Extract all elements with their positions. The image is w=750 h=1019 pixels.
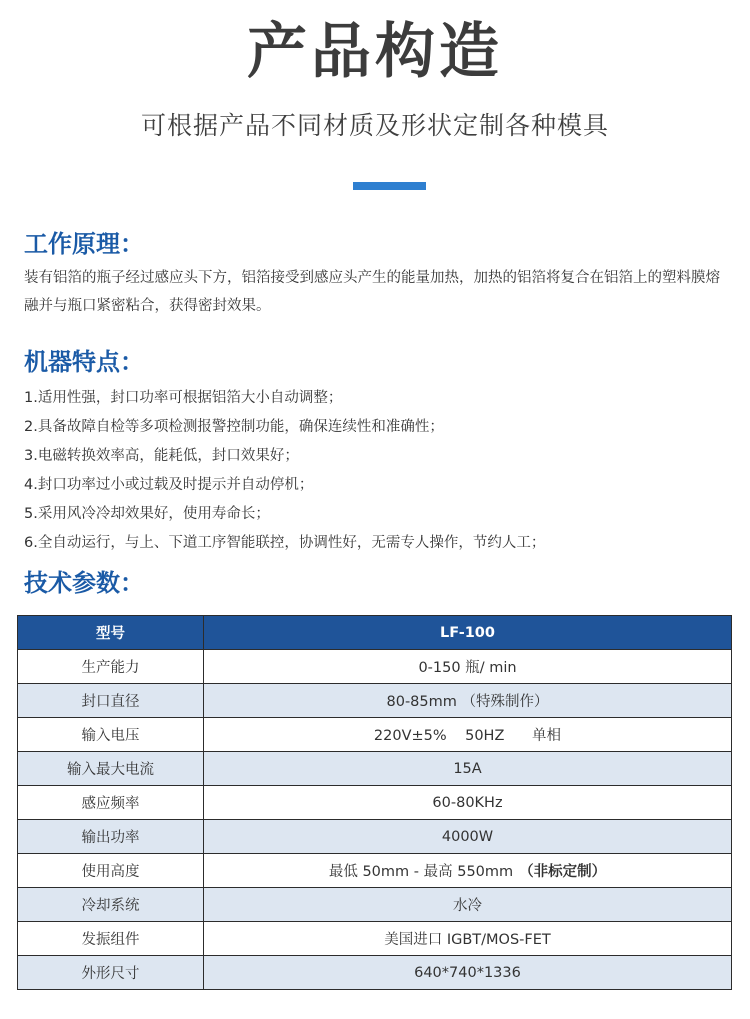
feature-list [24, 384, 734, 558]
spec-value: 15A [204, 752, 732, 786]
table-row [18, 684, 732, 718]
table-row [18, 752, 732, 786]
feature-item: 6.全自动运行，与上、下道工序智能联控，协调性好，无需专人操作，节约人工； [24, 535, 546, 551]
table-row [18, 786, 732, 820]
page-subtitle: 可根据产品不同材质及形状定制各种模具 [140, 111, 609, 140]
spec-value: 640*740*1336 [204, 956, 732, 990]
feature-item: 5.采用风冷冷却效果好，使用寿命长； [24, 506, 270, 522]
spec-value: 220V±5% 50HZ 单相 [204, 718, 732, 752]
feature-item: 3.电磁转换效率高，能耗低，封口效果好； [24, 448, 299, 464]
title-accent-bar [353, 182, 426, 190]
table-row [18, 820, 732, 854]
spec-value-note: （非标定制） [519, 864, 607, 880]
column-header-model-value: LF-100 [204, 616, 732, 650]
spec-value: 最低 50mm - 最高 550mm [328, 864, 514, 880]
specs-heading: 技术参数： [24, 569, 144, 597]
spec-value: 0-150 瓶/ min [204, 650, 732, 684]
spec-label: 发振组件 [18, 922, 204, 956]
feature-item: 2.具备故障自检等多项检测报警控制功能，确保连续性和准确性； [24, 419, 444, 435]
spec-value: 水冷 [204, 888, 732, 922]
table-row [18, 956, 732, 990]
spec-value: 4000W [204, 820, 732, 854]
principle-heading: 工作原理： [24, 230, 144, 258]
spec-label: 生产能力 [18, 650, 204, 684]
spec-label: 输出功率 [18, 820, 204, 854]
spec-label: 感应频率 [18, 786, 204, 820]
spec-label: 封口直径 [18, 684, 204, 718]
feature-item: 1.适用性强，封口功率可根据铝箔大小自动调整； [24, 390, 343, 406]
spec-label: 外形尺寸 [18, 956, 204, 990]
table-row [18, 650, 732, 684]
table-row [18, 718, 732, 752]
table-row [18, 922, 732, 956]
spec-table [17, 615, 732, 990]
spec-value-cell [204, 854, 732, 888]
column-header-model: 型号 [18, 616, 204, 650]
features-heading: 机器特点： [24, 348, 144, 376]
page-title: 产品构造 [247, 17, 503, 87]
spec-label: 输入电压 [18, 718, 204, 752]
principle-text: 装有铝箔的瓶子经过感应头下方，铝箔接受到感应头产生的能量加热，加热的铝箔将复合在铝箔上的塑料膜熔融并与瓶口紧密粘合，获得密封效果。 [24, 270, 720, 314]
spec-value: 美国进口 IGBT/MOS-FET [204, 922, 732, 956]
spec-label: 冷却系统 [18, 888, 204, 922]
spec-label: 使用高度 [18, 854, 204, 888]
spec-label: 输入最大电流 [18, 752, 204, 786]
spec-value: 80-85mm （特殊制作） [204, 684, 732, 718]
spec-value: 60-80KHz [204, 786, 732, 820]
table-row [18, 854, 732, 888]
spec-table-header [18, 616, 732, 650]
feature-item: 4.封口功率过小或过载及时提示并自动停机； [24, 477, 314, 493]
table-row [18, 888, 732, 922]
